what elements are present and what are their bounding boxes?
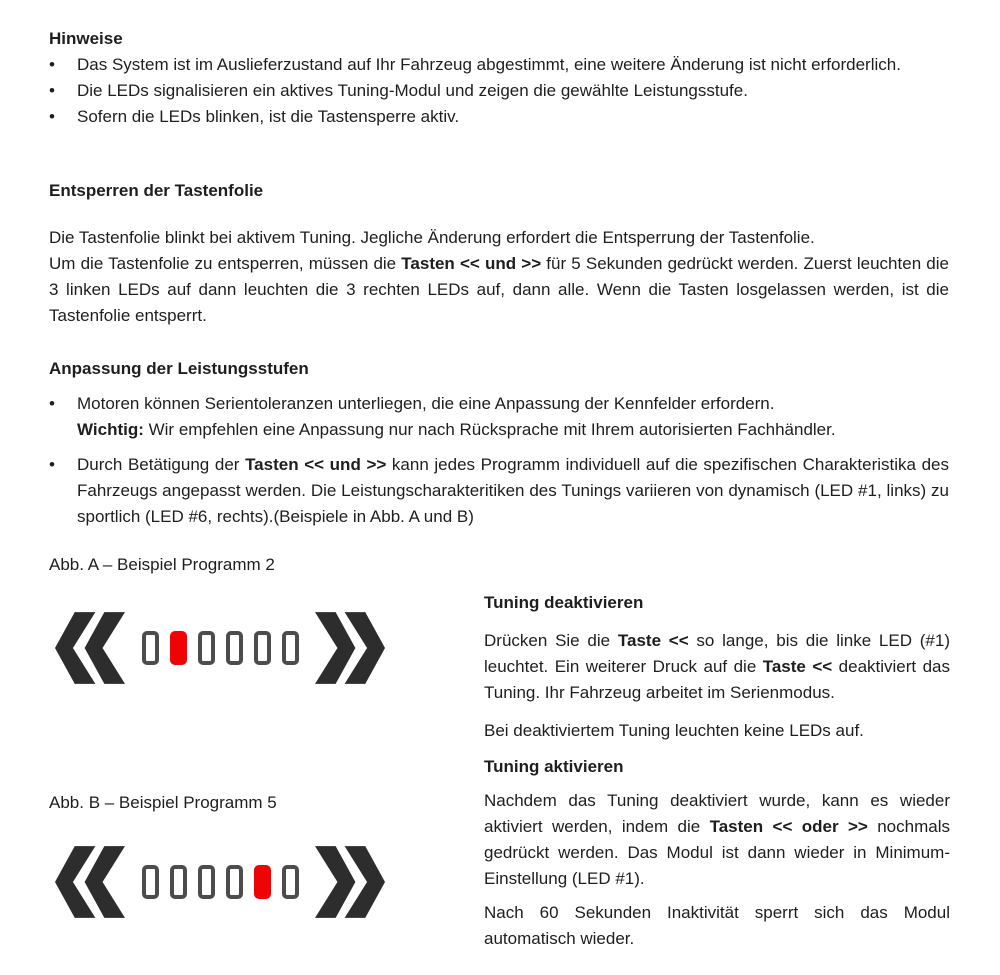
list-item-text: Durch Betätigung der Tasten << und >> kann jedes Programm individuell auf die spezifischen Charakteristika des Fahrzeugs angepasst werden. Die Leistungscharakteritiken des Tunings variieren von dynamisch (LED #1, links) zu sportlich (LED #6, rechts).(Beispiele in Abb. A und B) [77,455,949,526]
led-4-off [226,865,243,899]
section-title-tuning-deaktivieren: Tuning deaktivieren [484,593,644,612]
double-chevron-left-icon [55,844,125,920]
list-item-text: Sofern die LEDs blinken, ist die Tastensperre aktiv. [77,107,460,126]
list-item [49,52,949,78]
led-4-off [226,631,243,665]
led-3-off [198,865,215,899]
bullet-marker: • [49,394,55,413]
bullet-marker: • [49,107,55,126]
section-anpassung [49,356,949,530]
figure-b-label: Abb. B – Beispiel Programm 5 [49,793,277,812]
led-2-off [170,865,187,899]
led-3-off [198,631,215,665]
led-strip-a [142,631,299,665]
paragraph: Nachdem das Tuning deaktiviert wurde, kann es wieder aktiviert werden, indem die Tasten << oder >> nochmals gedrückt werden. Das Modul ist dann wieder in Minimum-Einstellung (LED #1). [484,791,950,888]
list-item [49,78,949,104]
section-title-entsperren: Entsperren der Tastenfolie [49,181,264,200]
section-title-hinweise: Hinweise [49,29,123,48]
led-strip-b [142,865,299,899]
paragraph: Um die Tastenfolie zu entsperren, müssen die Tasten << und >> für 5 Sekunden gedrückt werden. Zuerst leuchten die 3 linken LEDs auf dann leuchten die 3 rechten LEDs auf, dann alle. Wenn die Tasten losgelassen werden, ist die Tastenfolie entsperrt. [49,254,949,325]
led-5-off [254,631,271,665]
section-title-anpassung: Anpassung der Leistungsstufen [49,359,309,378]
paragraph: Die Tastenfolie blinkt bei aktivem Tuning. Jegliche Änderung erfordert die Entsperrung der Tastenfolie. [49,228,815,247]
list-item-text: Die LEDs signalisieren ein aktives Tuning-Modul und zeigen die gewählte Leistungsstufe. [77,81,748,100]
right-column [484,590,950,952]
bullet-marker: • [49,455,55,474]
list-item [49,391,949,443]
double-chevron-right-icon [315,610,385,686]
list-item [49,104,949,130]
list-item [49,452,949,530]
section-hinweise [49,26,949,130]
section-entsperren [49,178,949,329]
section-title-tuning-aktivieren: Tuning aktivieren [484,757,624,776]
list-item-text: Motoren können Serientoleranzen unterliegen, die eine Anpassung der Kennfelder erfordern. Wichtig: Wir empfehlen eine Anpassung nur nach Rücksprache mit Ihrem autorisierten Fachhändler. [77,394,836,439]
led-2-on [170,631,187,665]
bullet-marker: • [49,81,55,100]
paragraph: Nach 60 Sekunden Inaktivität sperrt sich das Modul automatisch wieder. [484,903,950,948]
paragraph: Bei deaktiviertem Tuning leuchten keine LEDs auf. [484,721,864,740]
double-chevron-left-icon [55,610,125,686]
led-6-off [282,865,299,899]
figure-a-graphic [55,608,385,688]
figure-a-label: Abb. A – Beispiel Programm 2 [49,555,275,574]
led-1-off [142,631,159,665]
led-1-off [142,865,159,899]
led-5-on [254,865,271,899]
paragraph: Drücken Sie die Taste << so lange, bis die linke LED (#1) leuchtet. Ein weiterer Druck auf die Taste << deaktiviert das Tuning. Ihr Fahrzeug arbeitet im Serienmodus. [484,631,950,702]
double-chevron-right-icon [315,844,385,920]
led-6-off [282,631,299,665]
bullet-marker: • [49,55,55,74]
figure-b-graphic [55,842,385,922]
list-item-text: Das System ist im Auslieferzustand auf Ihr Fahrzeug abgestimmt, eine weitere Änderung ist nicht erforderlich. [77,55,901,74]
